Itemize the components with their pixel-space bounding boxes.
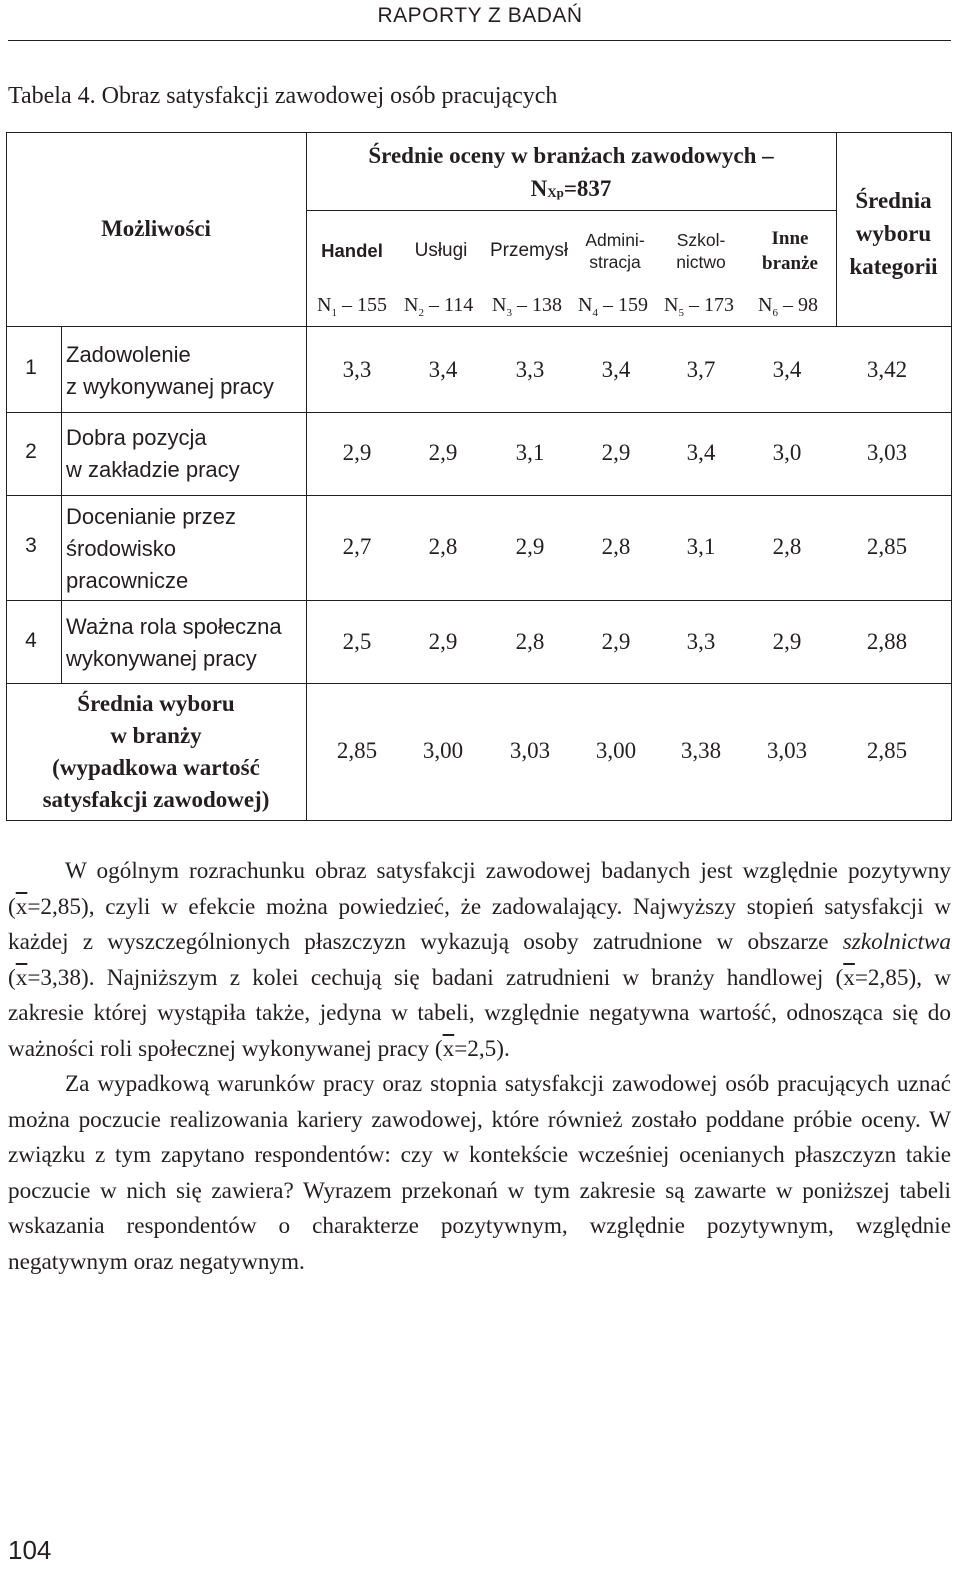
value-cell: 2,9: [601, 629, 631, 654]
value-cell: 3,1: [686, 534, 716, 559]
row-label: Dobra pozycja w zakładzie pracy: [66, 425, 240, 482]
summary-value-cell: 3,38: [680, 738, 722, 763]
summary-label: Średnia wyboru w branży (wypadkowa wartość satysfakcji zawodowej): [42, 691, 270, 812]
sector-header-uslugi: Usługi: [414, 240, 468, 261]
value-cell: 2,8: [601, 534, 631, 559]
value-cell: 3,4: [686, 440, 716, 465]
summary-value-cell: 3,00: [595, 738, 637, 763]
value-cell: 3,4: [601, 357, 631, 382]
sector-header-administracja: Admini- stracja: [585, 230, 645, 272]
row-number: 1: [25, 356, 37, 379]
value-cell: 3,7: [686, 357, 716, 382]
value-cell: 2,8: [515, 629, 545, 654]
summary-value-cell: 3,03: [766, 738, 808, 763]
summary-value-cell: 3,00: [422, 738, 464, 763]
satisfaction-table: [6, 132, 951, 821]
n-count-uslugi: $N_2 - 114$: [404, 294, 474, 319]
body-text: [8, 854, 951, 1280]
sector-header-handel: Handel: [321, 240, 383, 261]
value-cell: 3,3: [515, 357, 545, 382]
page-number: 104: [8, 1535, 52, 1565]
value-cell: 2,7: [342, 534, 372, 559]
sector-header-szkolnictwo: Szkol- nictwo: [676, 230, 726, 272]
sector-header-inne: Inne branże: [762, 228, 818, 274]
category-average-cell: 3,03: [866, 440, 908, 465]
row-label: Docenianie przez środowisko pracownicze: [66, 504, 236, 593]
category-average-cell: 2,85: [866, 534, 908, 559]
row-label: Zadowolenie z wykonywanej pracy: [66, 342, 274, 399]
category-average-header: Średnia wyboru kategorii: [849, 187, 938, 279]
paragraph-1: W ogólnym rozrachunku obraz satysfakcji zawodowej badanych jest względnie pozytywny $(\overline{x}=2,85)$, czyli w efekcie można powiedzieć, że zadowalający. Najwyższy stopień satysfakcji w każdej z wyszczególnionych płaszczyzn wykazują osoby zatrudnione w obszarze szkolnictwa $(\overline{x}=3,38)$. Najniższym z kolei cechują się badani zatrudnieni w branży handlowej $(\overline{x}=2,85)$, w zakresie której wystąpiła także, jedyna w tabeli, względnie negatywna wartość, odnosząca się do ważności roli społecznej wykonywanej pracy $(\overline{x}=2,5)$.: [8, 858, 951, 1062]
value-cell: 3,3: [342, 357, 372, 382]
value-cell: 2,9: [342, 440, 372, 465]
value-cell: 2,9: [601, 440, 631, 465]
n-count-handel: $N_1 - 155$: [317, 294, 387, 319]
category-average-cell: 3,42: [866, 357, 908, 382]
value-cell: 2,8: [772, 534, 802, 559]
value-cell: 2,9: [772, 629, 802, 654]
n-count-szkolnictwo: $N_5 - 173$: [664, 294, 734, 319]
row-number: 2: [25, 440, 37, 463]
n-count-przemysl: $N_3 - 138$: [492, 294, 562, 319]
value-cell: 2,8: [428, 534, 458, 559]
paragraph-2: Za wypadkową warunków pracy oraz stopnia satysfakcji zawodowej osób pracujących uznać można poczucie realizowania kariery zawodowej, które również zostało poddane próbie oceny. W związku z tym zapytano respondentów: czy w kontekście wcześniej ocenianych płaszczyzn takie poczucie w nich się zawiera? Wyrazem przekonań w tym zakresie są zawarte w poniższej tabeli wskazania respondentów o charakterze pozytywnym, względnie pozytywnym, względnie negatywnym oraz negatywnym.: [8, 1071, 951, 1275]
value-cell: 3,0: [772, 440, 802, 465]
row-number: 4: [25, 629, 37, 652]
category-average-cell: 2,88: [866, 629, 908, 654]
n-count-administracja: $N_4 - 159$: [578, 294, 648, 319]
value-cell: 2,5: [342, 629, 372, 654]
value-cell: 2,9: [515, 534, 545, 559]
summary-average-cell: 2,85: [866, 738, 908, 763]
row-number: 3: [25, 534, 37, 557]
value-cell: 3,4: [772, 357, 802, 382]
sector-header-przemysl: Przemysł: [489, 240, 569, 261]
running-header: RAPORTY Z BADAŃ: [377, 4, 583, 27]
sector-group-total: N $_{Xp}$ =837: [530, 176, 612, 201]
header-rule: [8, 40, 951, 41]
n-count-inne: $N_6 - 98$: [758, 294, 818, 319]
value-cell: 2,9: [428, 629, 458, 654]
value-cell: 2,9: [428, 440, 458, 465]
value-cell: 3,1: [515, 440, 545, 465]
summary-value-cell: 3,03: [509, 738, 551, 763]
table-caption: Tabela 4. Obraz satysfakcji zawodowej osób pracujących: [8, 83, 558, 109]
value-cell: 3,3: [686, 629, 716, 654]
sector-group-header: Średnie oceny w branżach zawodowych –: [368, 143, 774, 168]
value-cell: 3,4: [428, 357, 458, 382]
summary-value-cell: 2,85: [336, 738, 378, 763]
possibilities-header: Możliwości: [101, 216, 211, 241]
row-label: Ważna rola społeczna wykonywanej pracy: [66, 614, 282, 671]
